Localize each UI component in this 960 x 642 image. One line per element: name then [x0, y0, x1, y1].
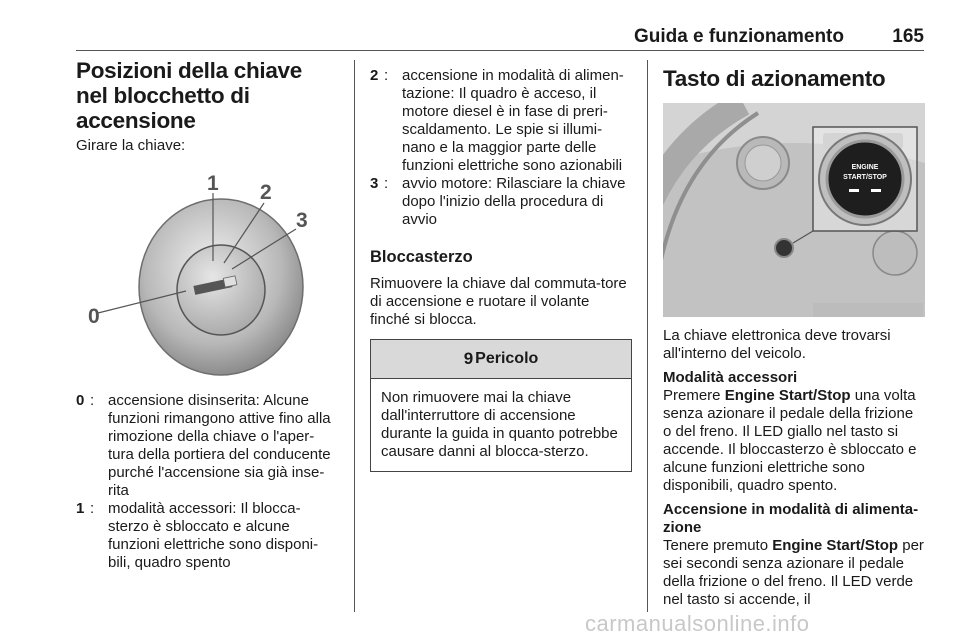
column-right	[663, 58, 925, 609]
engine-label: ENGINE	[851, 164, 879, 171]
item-colon: :	[90, 392, 95, 409]
heading-start-button: Tasto di azionamento	[663, 66, 886, 91]
list-item	[76, 500, 338, 572]
item-colon: :	[384, 175, 389, 192]
warning-box	[370, 339, 632, 472]
fig-label-2: 2	[260, 181, 272, 204]
button-name: Engine Start/Stop	[724, 387, 851, 404]
accessory-mode-text	[663, 387, 925, 495]
column-divider-2	[647, 60, 648, 612]
heading-steering-lock: Bloccasterzo	[370, 248, 473, 266]
page-number: 165	[892, 26, 924, 47]
item-text: accensione in modalità di alimen-tazione: Il quadro è acceso, il motore diesel è in fase di preri-scaldamento. Le spie si illumi-nano e la maggior parte delle funzioni elettriche sono azionabili	[402, 67, 624, 174]
fig-label-3: 3	[296, 209, 308, 232]
item-number: 2	[370, 67, 379, 84]
intro-text: La chiave elettronica deve trovarsi all'interno del veicolo.	[663, 327, 891, 362]
list-item	[370, 175, 632, 229]
page-header	[76, 24, 924, 51]
start-stop-figure	[663, 103, 925, 317]
heading-power-mode: Accensione in modalità di alimenta-zione	[663, 501, 919, 536]
steering-lock-text: Rimuovere la chiave dal commuta-tore di accensione e ruotare il volante finché si blocca.	[370, 275, 627, 328]
text-run: per sei secondi senza azionare il pedale della frizione o del freno. Il LED verde nel tasto si accende, il	[663, 537, 924, 608]
text-run: Tenere premuto	[663, 537, 773, 554]
section-title: Guida e funzionamento	[633, 26, 844, 47]
text-run: Premere	[663, 387, 725, 404]
item-colon: :	[384, 67, 389, 84]
item-text: accensione disinserita: Alcune funzioni rimangono attive fino alla rimozione della chiave o l'aper-tura della portiera del conducente purché l'accensione sia già inse-rita	[108, 392, 331, 499]
list-item	[370, 67, 632, 175]
intro-text: Girare la chiave:	[76, 137, 186, 154]
item-text: avvio motore: Rilasciare la chiave dopo l'inizio della procedura di avvio	[402, 175, 626, 228]
heading-accessory-mode: Modalità accessori	[663, 369, 798, 386]
item-number: 1	[76, 500, 85, 517]
warning-icon: 9	[463, 349, 474, 368]
heading-key-positions: Posizioni della chiave nel blocchetto di accensione	[76, 58, 302, 133]
item-colon: :	[90, 500, 95, 517]
button-name: Engine Start/Stop	[772, 537, 899, 554]
warning-title: Pericolo	[475, 350, 539, 367]
watermark: carmanualsonline.info	[585, 611, 810, 636]
start-stop-label: START/STOP	[843, 174, 887, 181]
fig-label-0: 0	[88, 305, 100, 328]
ignition-key-figure	[76, 163, 338, 381]
warning-body: Non rimuovere mai la chiave dall'interruttore di accensione durante la guida in quanto potrebbe causare danni al blocca-sterzo.	[381, 389, 618, 460]
column-divider-1	[354, 60, 355, 612]
fig-label-1: 1	[207, 172, 219, 195]
item-number: 0	[76, 392, 85, 409]
list-item	[76, 392, 338, 500]
power-mode-text	[663, 537, 925, 609]
dashboard-illustration	[663, 103, 925, 317]
column-left	[76, 58, 338, 572]
item-number: 3	[370, 175, 379, 192]
text-run: una volta senza azionare il pedale della frizione o del freno. Il LED giallo nel tasto si accende. Il bloccasterzo è sbloccato e alcune funzioni elettriche sono disponibili, quadro spento.	[663, 387, 917, 494]
warning-header	[371, 340, 631, 379]
item-text: modalità accessori: Il blocca-sterzo è sbloccato e alcune funzioni elettriche sono disponi-bili, quadro spento	[108, 500, 319, 571]
column-middle	[370, 67, 632, 472]
ignition-illustration	[76, 163, 338, 381]
